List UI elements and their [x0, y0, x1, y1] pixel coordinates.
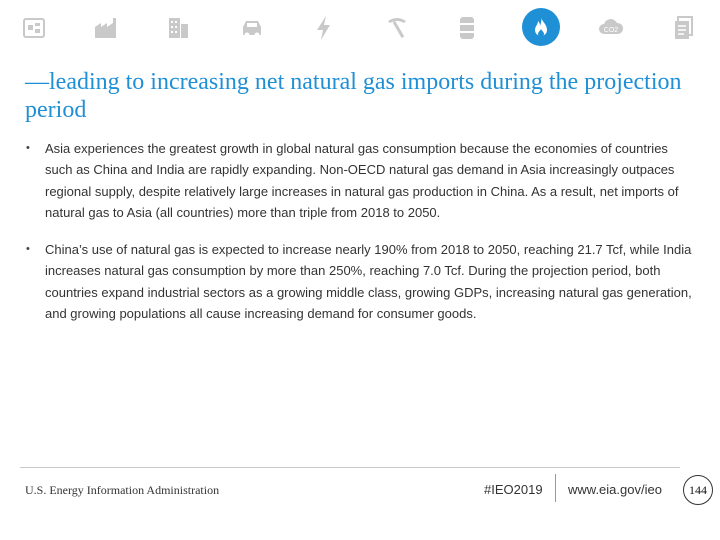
- bullet-text: Asia experiences the greatest growth in global natural gas consumption because the economies of countries such as China and India are rapidly expanding. Non-OECD natural gas demand in Asia increasingly outpaces regional supply, despite relatively large increases in natural gas production in China. As a result, net imports of natural gas to Asia (all countries) more than triple from 2018 to 2050.: [45, 141, 679, 220]
- transportation-icon[interactable]: [234, 10, 270, 46]
- bullet-item: [24, 239, 696, 324]
- page-number-badge: [683, 475, 713, 505]
- electricity-icon[interactable]: [306, 10, 342, 46]
- documents-icon[interactable]: [666, 10, 702, 46]
- footer-vertical-divider: [555, 474, 556, 502]
- page-number: 144: [689, 482, 707, 497]
- co2-emissions-icon[interactable]: [593, 10, 629, 46]
- industrial-icon[interactable]: [88, 10, 124, 46]
- bullet-text: China’s use of natural gas is expected to increase nearly 190% from 2018 to 2050, reaching 21.7 Tcf, while India increases natural gas consumption by more than 250%, reaching 7.0 Tcf. During the projection period, both countries expand industrial sectors as a growing middle class, growing GDPs, increasing natural gas generation, and growing populations all cause increasing demand for consumer goods.: [45, 242, 692, 322]
- slide-title: —leading to increasing net natural gas imports during the projection period: [25, 69, 682, 123]
- bullet-marker: •: [26, 142, 30, 154]
- sector-icon-bar: [0, 8, 720, 48]
- petroleum-barrel-icon[interactable]: [449, 10, 485, 46]
- liquid-fuels-icon[interactable]: [16, 10, 52, 46]
- bullet-marker: •: [26, 243, 30, 256]
- bullet-item: [24, 138, 696, 223]
- svg-text:CO2: CO2: [603, 27, 619, 34]
- website-link[interactable]: www.eia.gov/ieo: [568, 482, 662, 497]
- footer-divider-line: [20, 467, 680, 468]
- natural-gas-flame-icon[interactable]: [522, 8, 560, 46]
- bullet-list: [24, 138, 696, 324]
- hashtag-label[interactable]: #IEO2019: [484, 482, 543, 497]
- buildings-icon[interactable]: [160, 10, 196, 46]
- agency-name: U.S. Energy Information Administration: [25, 483, 220, 497]
- coal-mining-icon[interactable]: [379, 10, 415, 46]
